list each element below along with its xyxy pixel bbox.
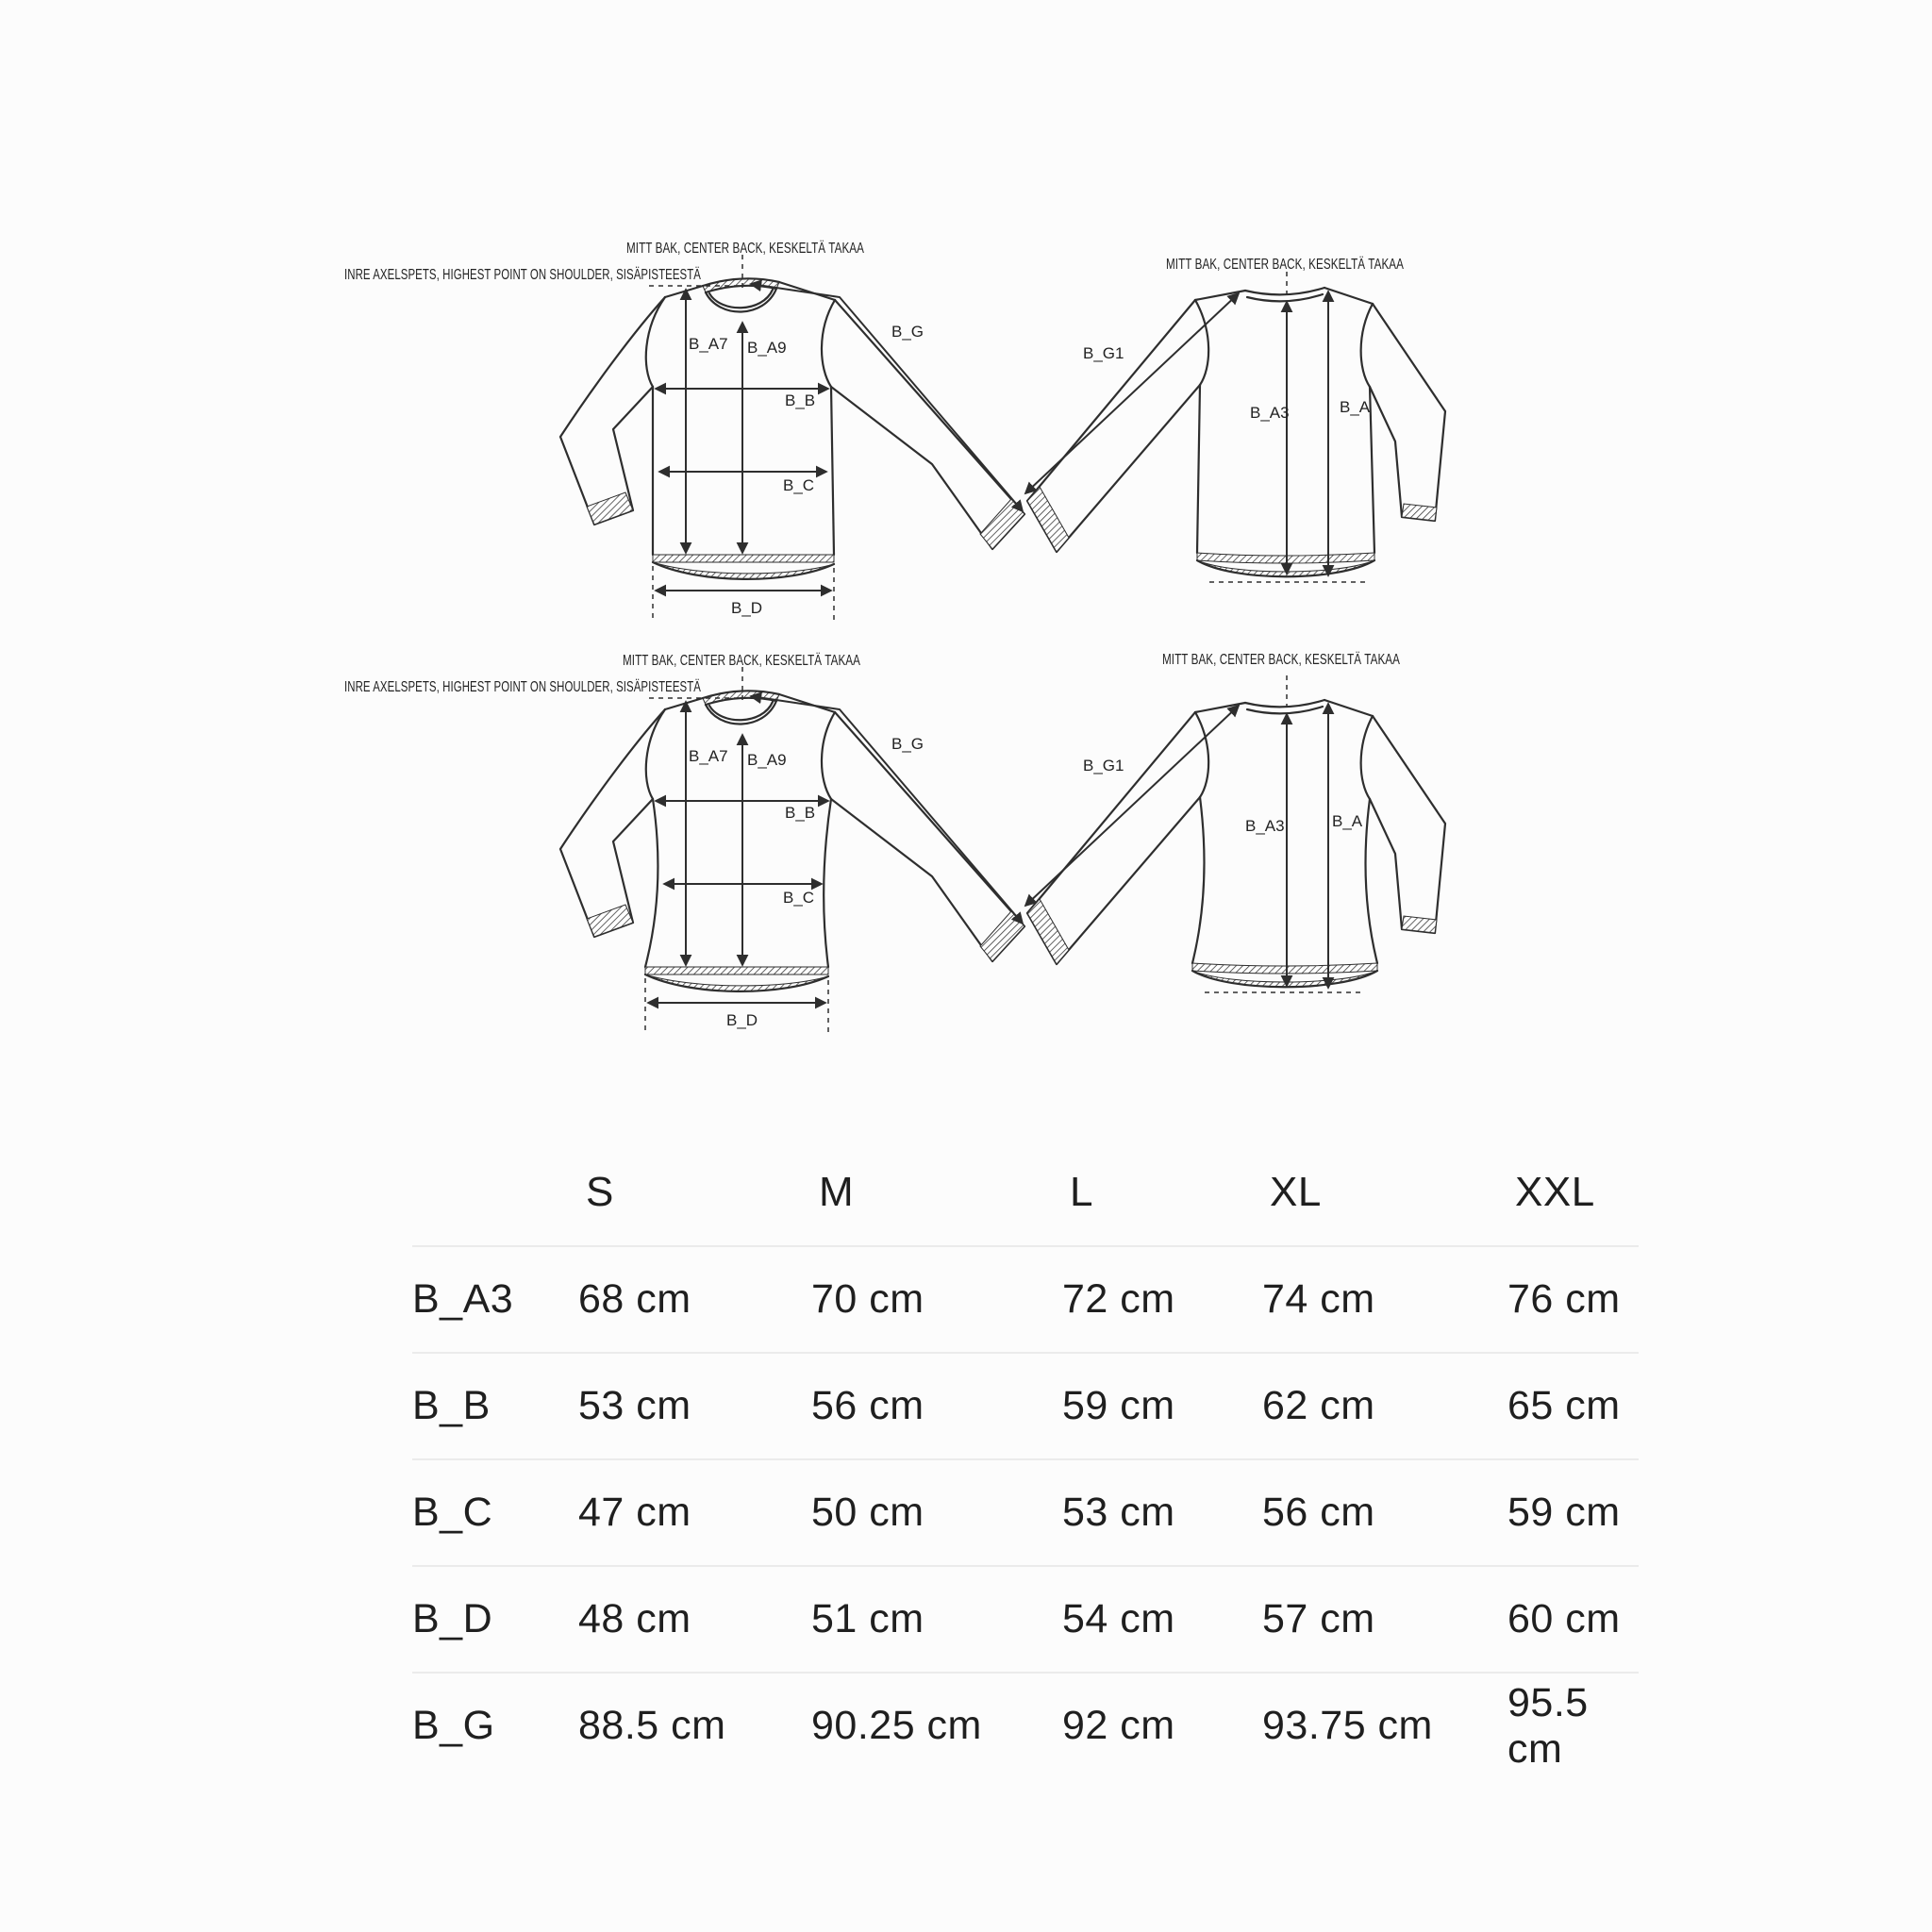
garment-outline xyxy=(1027,288,1445,582)
front-neckline xyxy=(706,289,776,312)
measure-label-b-g: B_G xyxy=(891,323,924,341)
left-cuff-band xyxy=(1027,899,1069,964)
size-column-header-s: S xyxy=(586,1169,614,1215)
measure-label-b-a9: B_A9 xyxy=(747,339,787,357)
measurement-value: 56 cm xyxy=(811,1383,924,1428)
measurement-value: 92 cm xyxy=(1062,1703,1175,1748)
measurement-value: 47 cm xyxy=(578,1490,691,1535)
measure-label-b-a: B_A xyxy=(1340,398,1371,416)
back-collar xyxy=(1245,700,1324,713)
size-column-header-m: M xyxy=(819,1169,855,1215)
measurement-value: 74 cm xyxy=(1262,1276,1375,1322)
measure-row-label: B_D xyxy=(412,1596,493,1641)
measure-label-b-a3: B_A3 xyxy=(1250,404,1290,422)
center-back-label: MITT BAK, CENTER BACK, KESKELTÄ TAKAA xyxy=(623,653,861,669)
measurement-arrows xyxy=(649,255,1023,620)
size-table xyxy=(412,1140,1639,1778)
table-row-b-c xyxy=(412,1458,1639,1565)
armhole-seams xyxy=(1195,712,1373,799)
size-column-header-xl: XL xyxy=(1270,1169,1322,1215)
measurement-value: 76 cm xyxy=(1507,1276,1621,1322)
back-view-bottom xyxy=(1025,652,1445,992)
front-view-bottom xyxy=(344,653,1024,1032)
right-sleeve xyxy=(831,300,1024,549)
armhole-seams xyxy=(646,709,835,799)
measurement-value: 59 cm xyxy=(1507,1490,1621,1535)
size-column-header-l: L xyxy=(1070,1169,1093,1215)
measure-label-b-a3: B_A3 xyxy=(1245,817,1285,835)
measure-label-b-g: B_G xyxy=(891,735,924,753)
back-view-top xyxy=(1025,257,1445,582)
hem-band xyxy=(645,967,828,974)
table-row-b-b xyxy=(412,1352,1639,1458)
measure-label-b-b: B_B xyxy=(785,391,816,409)
measure-label-b-g1: B_G1 xyxy=(1083,344,1124,362)
measure-label-b-d: B_D xyxy=(731,599,763,617)
measurement-value: 53 cm xyxy=(578,1383,691,1428)
measurement-value: 88.5 cm xyxy=(578,1703,726,1748)
measure-label-b-c: B_C xyxy=(783,476,815,494)
measurement-value: 72 cm xyxy=(1062,1276,1175,1322)
measure-label-b-b: B_B xyxy=(785,804,816,822)
measure-row-label: B_A3 xyxy=(412,1276,514,1322)
measurement-value: 54 cm xyxy=(1062,1596,1175,1641)
measure-row-label: B_G xyxy=(412,1703,495,1748)
measurement-value: 51 cm xyxy=(811,1596,924,1641)
measurement-arrows xyxy=(1025,272,1328,575)
right-sleeve xyxy=(831,712,1024,961)
measurement-value: 65 cm xyxy=(1507,1383,1621,1428)
measurement-value: 95.5 cm xyxy=(1507,1679,1589,1772)
measurement-value: 57 cm xyxy=(1262,1596,1375,1641)
left-cuff-band xyxy=(1027,487,1069,552)
shoulder-point-label: INRE AXELSPETS, HIGHEST POINT ON SHOULDER, SISÄPISTEESTÄ xyxy=(344,267,702,283)
front-view-top xyxy=(344,241,1024,620)
garment-outline xyxy=(560,278,1024,579)
measure-label-b-a: B_A xyxy=(1332,812,1363,830)
measurement-arrows xyxy=(645,667,1023,1032)
measurement-value: 62 cm xyxy=(1262,1383,1375,1428)
center-back-label: MITT BAK, CENTER BACK, KESKELTÄ TAKAA xyxy=(1162,652,1401,668)
front-neckline xyxy=(706,701,776,724)
measurement-value: 68 cm xyxy=(578,1276,691,1322)
measurement-value: 59 cm xyxy=(1062,1383,1175,1428)
shoulder-point-label: INRE AXELSPETS, HIGHEST POINT ON SHOULDER, SISÄPISTEESTÄ xyxy=(344,679,702,695)
measure-label-b-c: B_C xyxy=(783,889,815,907)
measure-label-b-a7: B_A7 xyxy=(689,335,728,353)
measurement-value: 60 cm xyxy=(1507,1596,1621,1641)
measure-label-b-g1: B_G1 xyxy=(1083,757,1124,774)
hem-band xyxy=(1192,963,1377,974)
measurement-value: 56 cm xyxy=(1262,1490,1375,1535)
measure-label-b-a9: B_A9 xyxy=(747,751,787,769)
right-sleeve xyxy=(1370,716,1445,933)
measurement-value: 53 cm xyxy=(1062,1490,1175,1535)
measure-label-b-d: B_D xyxy=(726,1011,758,1029)
center-back-label: MITT BAK, CENTER BACK, KESKELTÄ TAKAA xyxy=(1166,257,1405,273)
measure-row-label: B_B xyxy=(412,1383,491,1428)
measurement-value: 50 cm xyxy=(811,1490,924,1535)
measurement-value: 70 cm xyxy=(811,1276,924,1322)
center-back-label: MITT BAK, CENTER BACK, KESKELTÄ TAKAA xyxy=(626,241,865,257)
table-header-row xyxy=(412,1140,1639,1245)
armhole-seams xyxy=(1195,300,1373,387)
measure-row-label: B_C xyxy=(412,1490,493,1535)
measurement-value: 90.25 cm xyxy=(811,1703,982,1748)
table-row-b-d xyxy=(412,1565,1639,1672)
hem-band xyxy=(653,555,834,562)
measurement-value: 48 cm xyxy=(578,1596,691,1641)
table-row-b-g xyxy=(412,1672,1639,1778)
armhole-seams xyxy=(646,297,835,387)
measure-label-b-a7: B_A7 xyxy=(689,747,728,765)
measurement-value: 93.75 cm xyxy=(1262,1703,1433,1748)
back-collar xyxy=(1245,288,1324,301)
table-row-b-a3 xyxy=(412,1245,1639,1352)
right-sleeve xyxy=(1370,304,1445,521)
size-column-header-xxl: XXL xyxy=(1515,1169,1595,1215)
garment-outline xyxy=(560,691,1024,991)
